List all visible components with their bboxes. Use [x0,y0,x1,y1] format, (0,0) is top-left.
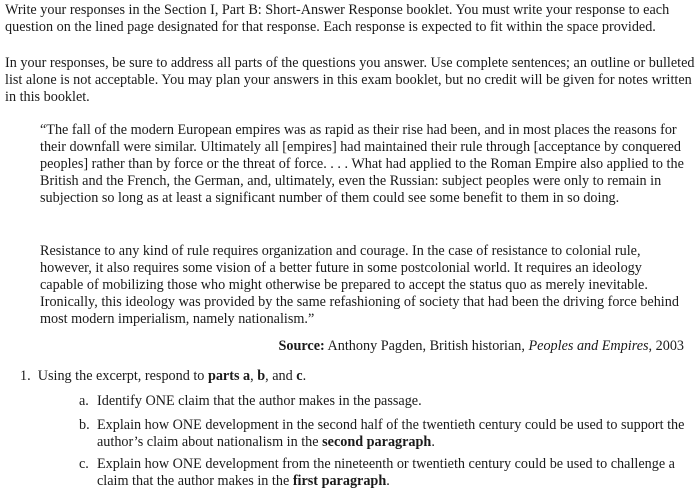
question-prompt [20,368,306,385]
question-part-c [79,456,689,490]
part-b-text-end: . [431,434,435,450]
question-part-a [79,393,689,410]
part-c-emphasis: first paragraph [292,473,387,489]
source-work: Peoples and Empires [528,338,649,354]
part-b-letter: b. [79,417,90,433]
question-sep-1: , [250,368,254,384]
question-end: . [302,368,307,384]
excerpt-paragraph-1: “The fall of the modern European empires was as rapid as their rise had been, and in most places the reasons for their downfall were similar. Ultimately all [empires] had maintained their rule through [acceptance by conquered peoples] rather than by force or the threat of force. . . . What had applied to the Roman Empire also applied to the British and the French, the German, and, ultimately, even the Russian: subject peoples were only to remain in subjection so long as at least a significant number of them could see some benefit to them in so doing. [40,122,684,206]
excerpt-paragraph-2: Resistance to any kind of rule requires organization and courage. In the case of resistance to colonial rule, however, it also requires some vision of a better future in some postcolonial world. It requires an ideology capable of mobilizing those who might otherwise be prepared to accept the status quo as merely inevitable. Ironically, this ideology was provided by the same refashioning of society that had been the driving force behind most modern imperialism, namely nationalism.” [40,243,679,327]
question-part-b [79,417,689,451]
part-c-text-main: Explain how ONE development from the nineteenth or twentieth century could be used to challenge a claim that the author makes in the [97,456,675,489]
question-sep-2: , and [265,368,293,384]
source-author: Anthony Pagden, British historian, [327,338,525,354]
question-prompt-text: Using the excerpt, respond to [37,368,205,384]
part-b-text [97,417,689,451]
source-label: Source: [278,338,325,354]
part-a-text: Identify ONE claim that the author makes in the passage. [97,393,422,409]
part-a-letter: a. [79,393,89,409]
part-c-text-end: . [386,473,390,489]
instructions-paragraph-2: In your responses, be sure to address all parts of the questions you answer. Use complete sentences; an outline or bulleted list alone is not acceptable. You may plan your answers in this exam booklet, but no credit will be given for notes written in this booklet. [5,55,695,105]
part-b-text-main: Explain how ONE development in the second half of the twentieth century could be used to support the author’s claim about nationalism in the [97,417,685,450]
part-c-text [97,456,689,490]
part-c-letter: c. [79,456,89,472]
instructions-paragraph-1: Write your responses in the Section I, Part B: Short-Answer Response booklet. You must write your response to each question on the lined page designated for that response. Each response is expected to fit within the space provided. [5,2,670,35]
question-number: 1. [20,368,31,384]
question-parts-b: b [257,368,266,384]
source-citation [279,338,685,355]
source-year: , 2003 [648,338,684,354]
question-parts-a: parts a [207,368,251,384]
part-b-emphasis: second paragraph [322,434,432,450]
question-parts-c: c [296,368,303,384]
